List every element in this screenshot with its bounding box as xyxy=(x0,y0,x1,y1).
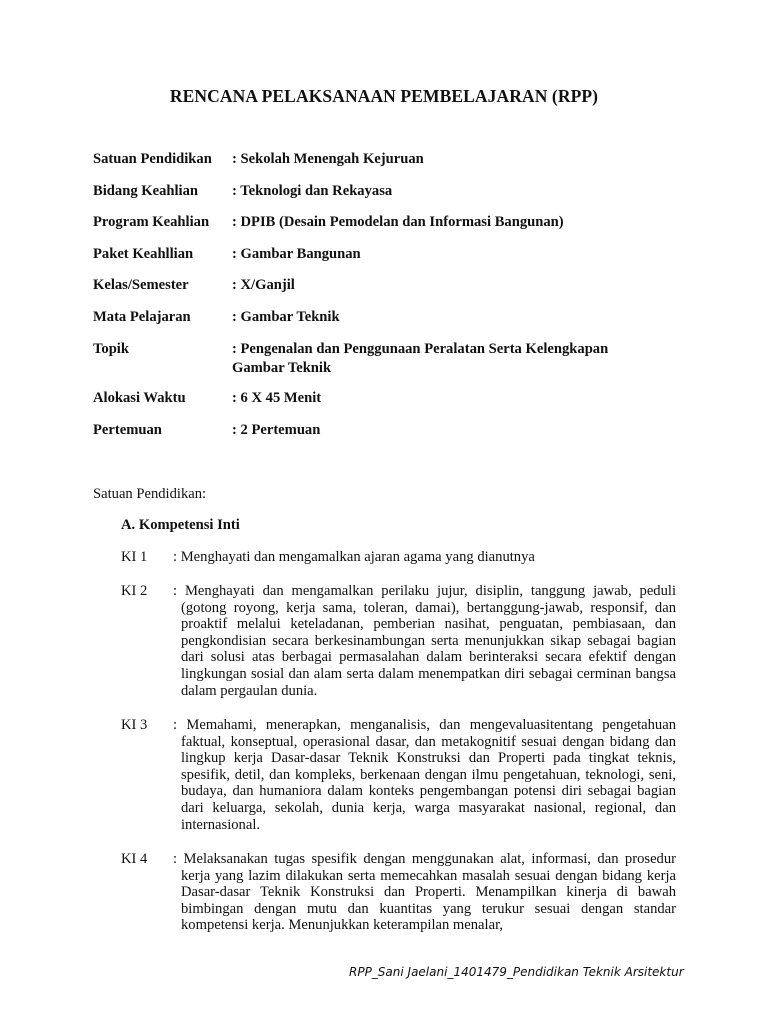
meta-value: : Teknologi dan Rekayasa xyxy=(232,183,393,199)
meta-value: : DPIB (Desain Pemodelan dan Informasi Bangunan) xyxy=(232,214,564,230)
meta-value: : Sekolah Menengah Kejuruan xyxy=(232,151,424,167)
meta-value: : 2 Pertemuan xyxy=(232,422,321,438)
meta-label: Pertemuan xyxy=(93,422,162,438)
meta-value: : Gambar Teknik xyxy=(232,309,340,325)
meta-value: : Gambar Bangunan xyxy=(232,246,361,262)
ki-text: : Menghayati dan mengamalkan ajaran agama yang dianutnya xyxy=(173,549,535,565)
meta-label: Paket Keahllian xyxy=(93,246,194,262)
ki-label: KI 4 xyxy=(121,851,148,867)
ki-label: KI 3 xyxy=(121,717,148,733)
meta-value: : X/Ganjil xyxy=(232,277,295,293)
intro-text: Satuan Pendidikan: xyxy=(93,486,207,502)
meta-label: Bidang Keahlian xyxy=(93,183,199,199)
ki-label: KI 2 xyxy=(121,583,148,599)
ki-label: KI 1 xyxy=(121,549,148,565)
ki-text: : Menghayati dan mengamalkan perilaku jujur, disiplin, tanggung jawab, peduli (gotong royong, kerja sama, toleran, damai), bertanggung-jawab, responsif, dan proaktif melalui keteladanan, pemberian nasihat, penguatan, pembiasaan, dan pengkondisian secara berkesinambungan serta menunjukkan sikap sebagai bagian dari solusi atas berbagai permasalahan dalam berinteraksi secara efektif dengan lingkungan sosial dan alam serta dalam menempatkan diri sebagai cerminan bangsa dalam pergaulan dunia. xyxy=(173,583,676,699)
section-heading: A. Kompetensi Inti xyxy=(121,517,240,533)
meta-label: Alokasi Waktu xyxy=(93,390,186,406)
meta-label: Mata Pelajaran xyxy=(93,309,191,325)
ki-text: : Memahami, menerapkan, menganalisis, dan mengevaluasitentang pengetahuan faktual, konseptual, operasional dasar, dan metakognitif sesuai dengan bidang dan lingkup kerja Dasar-dasar Teknik Konstruksi dan Properti pada tingkat teknis, spesifik, detil, dan kompleks, berkenaan dengan ilmu pengetahuan, teknologi, seni, budaya, dan humaniora dalam konteks pengembangan potensi diri sebagai bagian dari keluarga, sekolah, dunia kerja, warga masyarakat nasional, regional, dan internasional. xyxy=(173,717,676,833)
ki-text: : Melaksanakan tugas spesifik dengan menggunakan alat, informasi, dan prosedur kerja yang lazim dilakukan serta memecahkan masalah sesuai dengan bidang kerja Dasar-dasar Teknik Konstruksi dan Properti. Menampilkan kinerja di bawah bimbingan dengan mutu dan kuantitas yang terukur sesuai dengan standar kompetensi kerja. Menunjukkan keterampilan menalar, xyxy=(173,851,676,934)
meta-label: Kelas/Semester xyxy=(93,277,189,293)
meta-label: Topik xyxy=(93,341,129,357)
meta-value: : Pengenalan dan Penggunaan Peralatan Serta Kelengkapan Gambar Teknik xyxy=(232,341,609,376)
page-footer: RPP_Sani Jaelani_1401479_Pendidikan Teknik Arsitektur xyxy=(349,965,684,979)
meta-label: Satuan Pendidikan xyxy=(93,151,212,167)
meta-value: : 6 X 45 Menit xyxy=(232,390,322,406)
document-title: RENCANA PELAKSANAAN PEMBELAJARAN (RPP) xyxy=(169,86,599,106)
meta-label: Program Keahlian xyxy=(93,214,210,230)
